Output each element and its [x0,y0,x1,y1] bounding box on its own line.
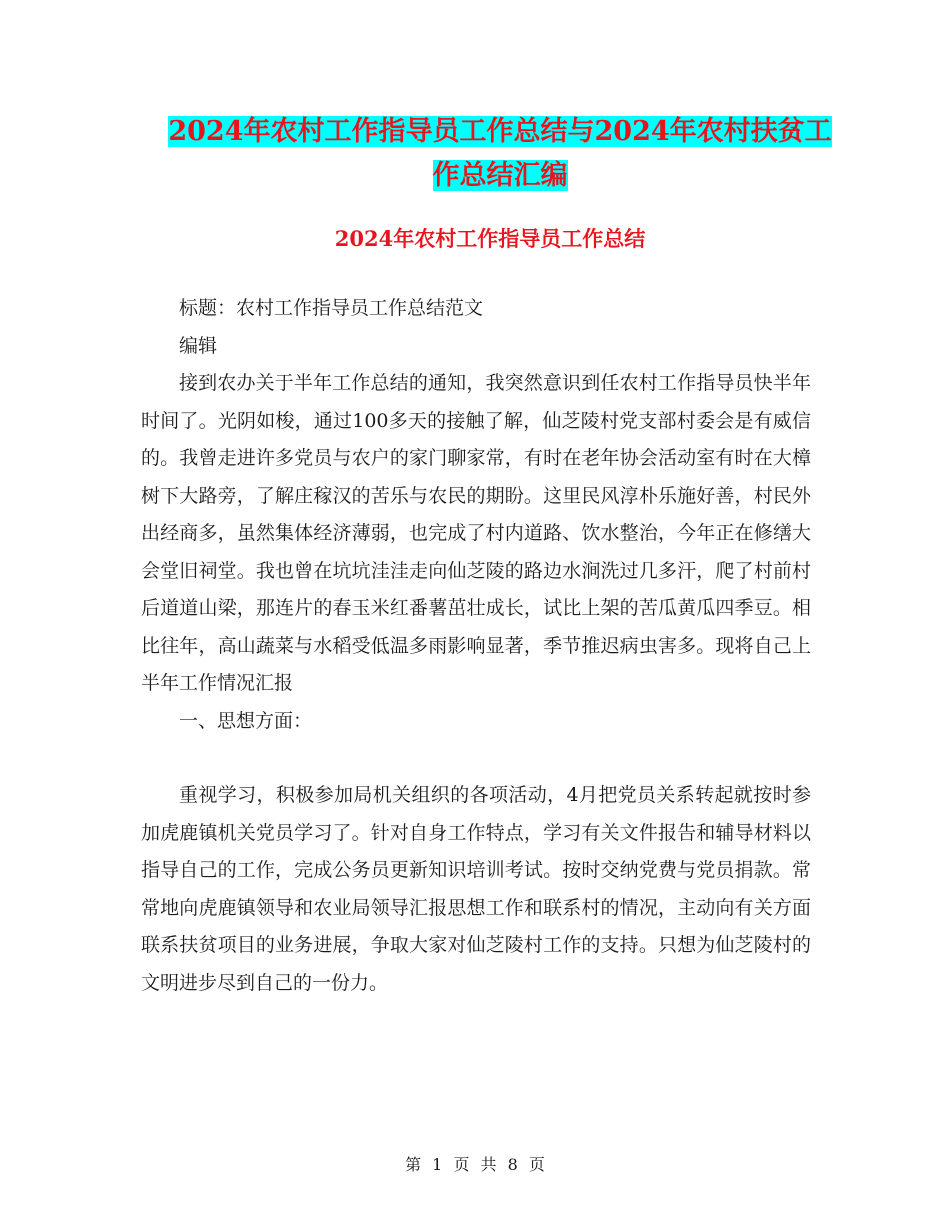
document-body [141,290,811,1002]
document-title [120,110,880,198]
paragraph-study: 重视学习，积极参加局机关组织的各项活动，4月把党员关系转起就按时参加虎鹿镇机关党员学习了。针对自身工作特点，学习有关文件报告和辅导材料以指导自己的工作，完成公务员更新知识培训考试。按时交纳党费与党员捐款。常常地向虎鹿镇领导和农业局领导汇报思想工作和联系村的情况，主动向有关方面联系扶贫项目的业务进展，争取大家对仙芝陵村工作的支持。只想为仙芝陵村的文明进步尽到自己的一份力。 [141,784,811,994]
paragraph-intro: 接到农办关于半年工作总结的通知，我突然意识到任农村工作指导员快半年时间了。光阴如梭，通过100多天的接触了解，仙芝陵村党支部村委会是有威信的。我曾走进许多党员与农户的家门聊家常，有时在老年协会活动室有时在大樟树下大路旁，了解庄稼汉的苦乐与农民的期盼。这里民风淳朴乐施好善，村民外出经商多，虽然集体经济薄弱，也完成了村内道路、饮水整治，今年正在修缮大会堂旧祠堂。我也曾在坑坑洼洼走向仙芝陵的路边水涧洗过几多汗，爬了村前村后道道山梁，那连片的春玉米红番薯茁壮成长，试比上架的苦瓜黄瓜四季豆。相比往年，高山蔬菜与水稻受低温多雨影响显著，季节推迟病虫害多。现将自己上半年工作情况汇报 [141,372,811,694]
paragraph-editor: 编辑 [179,334,218,357]
paragraph-heading-thought: 一、思想方面： [179,709,313,732]
document-title-line1: 2024年农村工作指导员工作总结与2024年农村扶贫工 [168,116,832,147]
page-number-footer: 第 1 页 共 8 页 [405,1155,545,1174]
section-title: 2024年农村工作指导员工作总结 [334,226,646,251]
paragraph-subject: 标题：农村工作指导员工作总结范文 [179,297,484,319]
document-title-line2: 作总结汇编 [432,160,568,191]
